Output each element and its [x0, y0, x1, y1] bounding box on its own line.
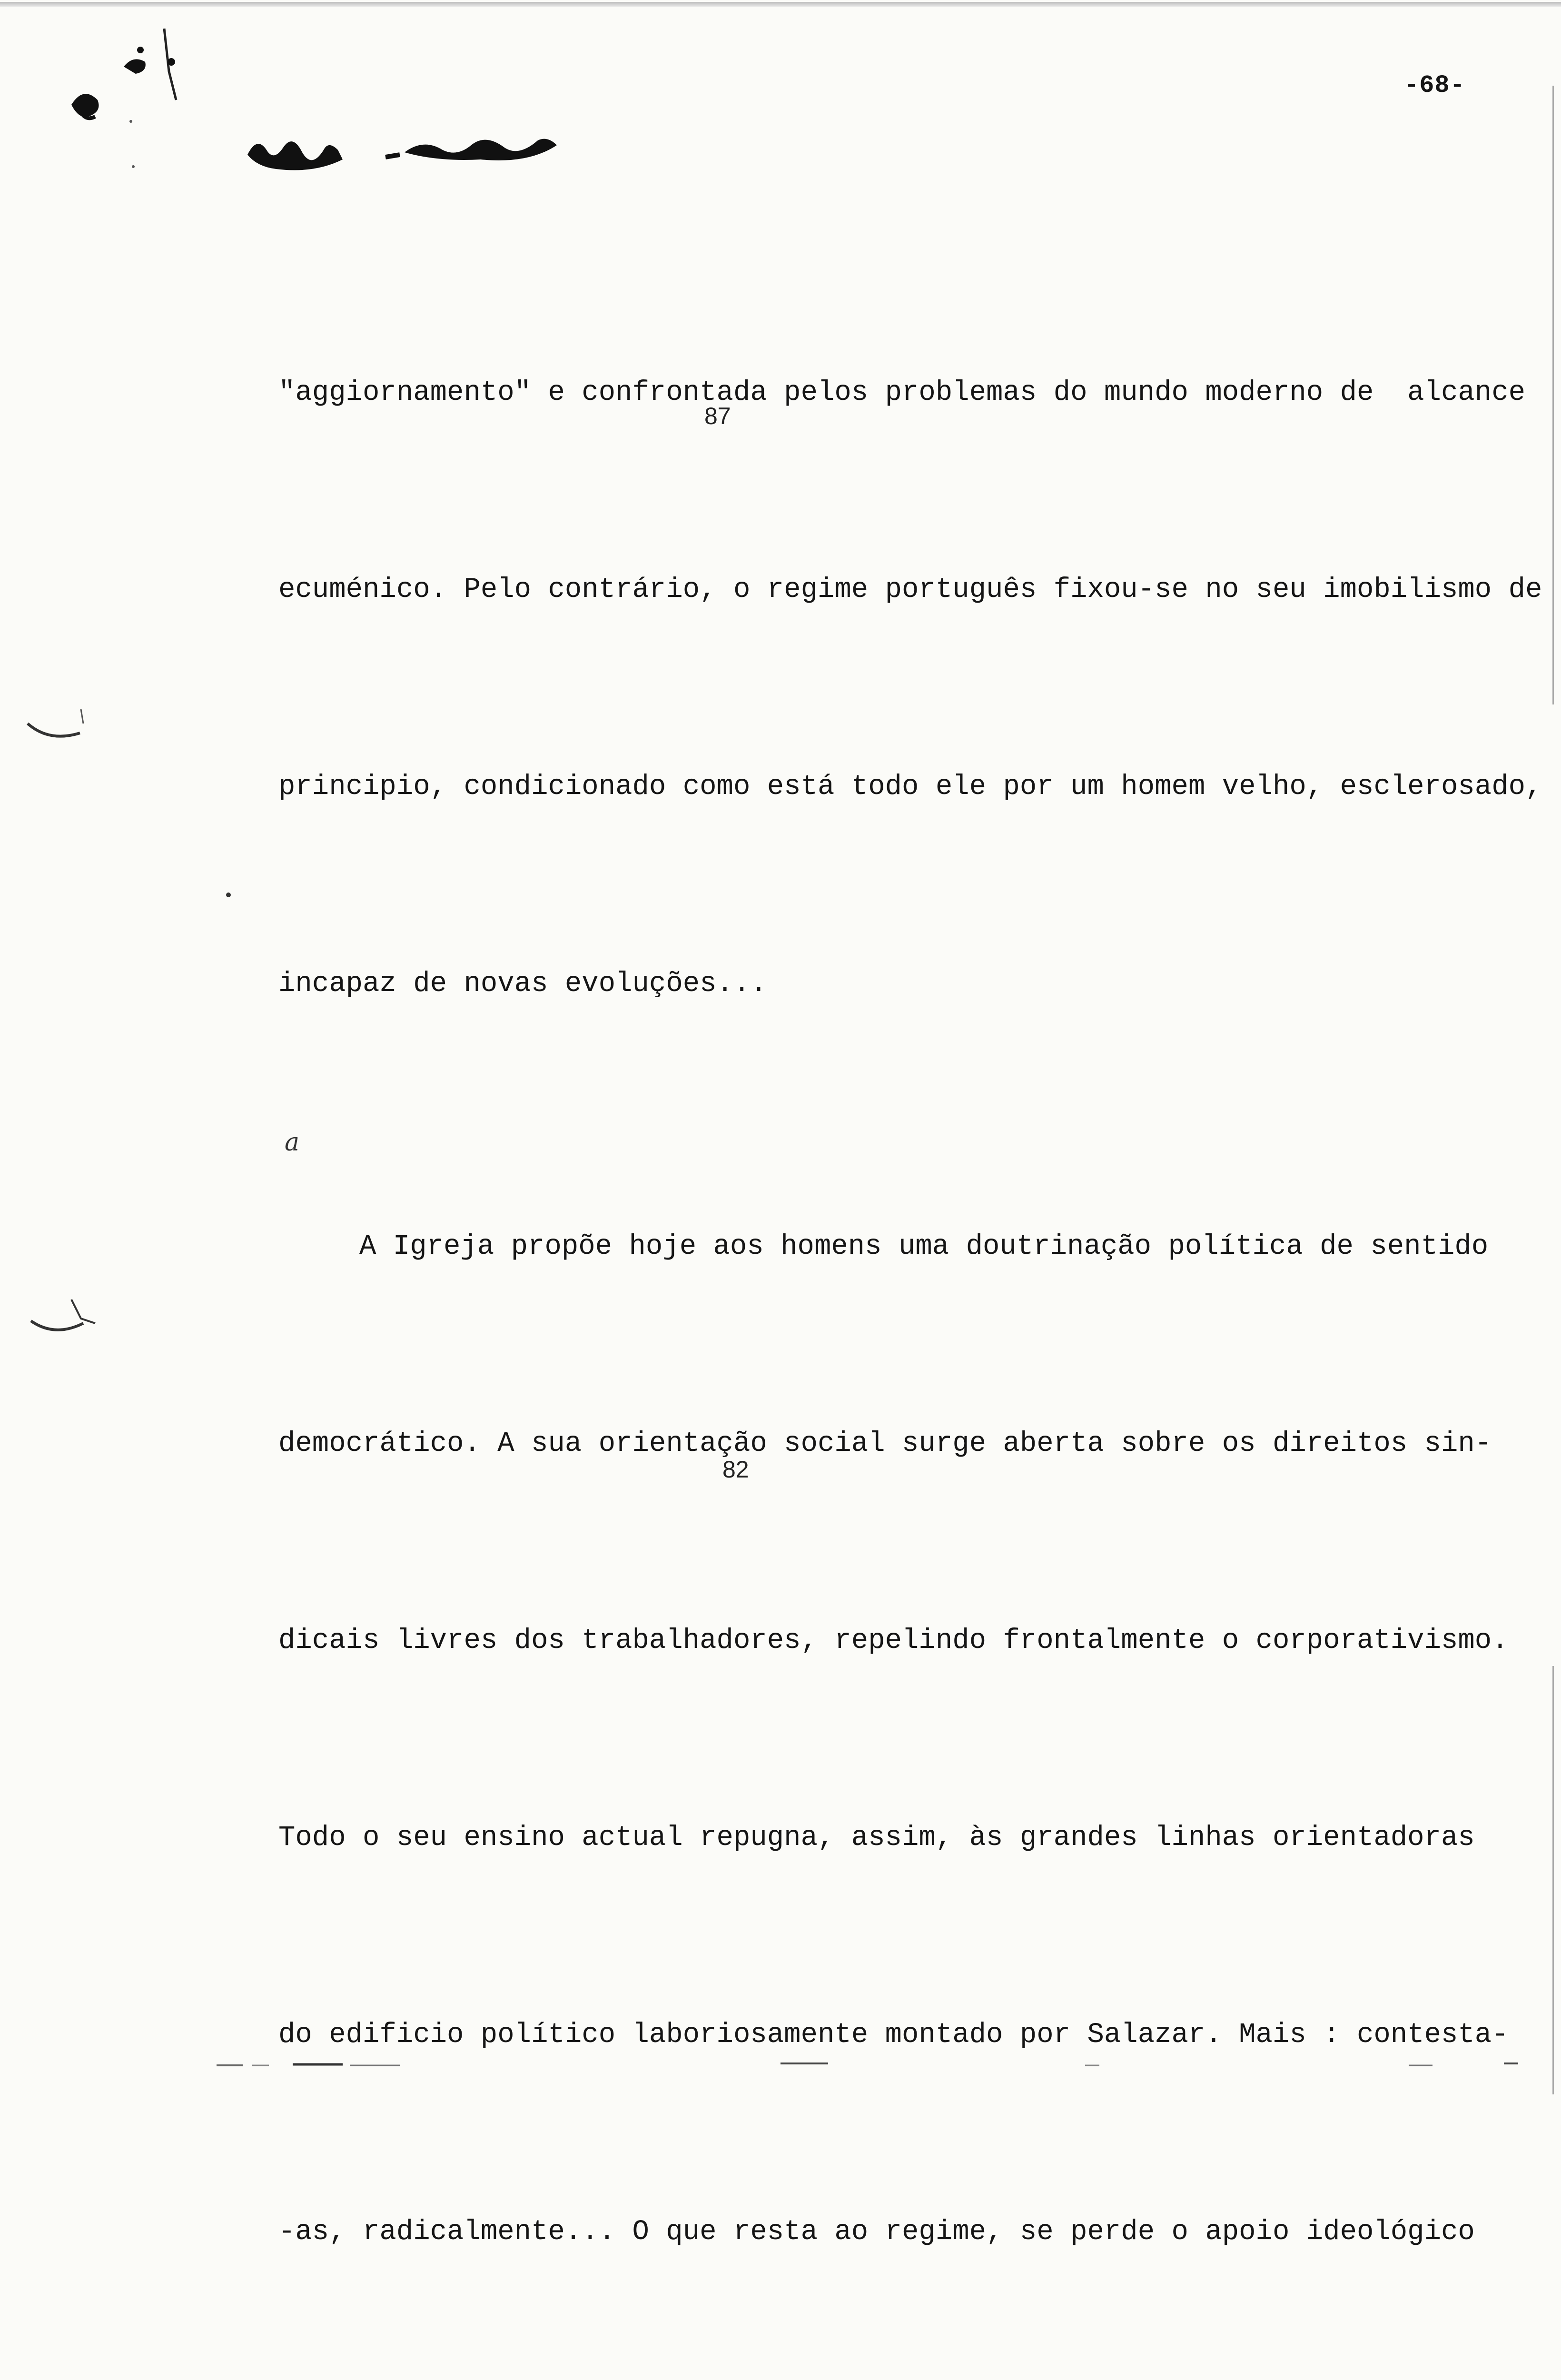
text-line: democrático. A sua orientação social surge aberta sobre os direitos sin- — [278, 1428, 1492, 1459]
margin-mark-icon — [24, 704, 90, 747]
margin-mark-icon — [26, 1295, 102, 1347]
handwritten-correction: a — [285, 1128, 300, 1157]
text-line: dicais livres dos trabalhadores, repelindo frontalmente o corporativismo. — [278, 1625, 1509, 1656]
scan-top-edge — [0, 2, 1561, 7]
text-line: Todo o seu ensino actual repugna, assim, às grandes linhas orientadoras — [278, 1822, 1475, 1854]
stray-dot — [224, 890, 233, 900]
ink-blot-mark — [62, 10, 214, 181]
scan-bottom-marks — [0, 2054, 1561, 2073]
text-line: ecuménico. Pelo contrário, o regime português fixou-se no seu imobilismo de — [278, 574, 1542, 605]
text-line: do edificio político laboriosamente montado por Salazar. Mais : contesta- — [278, 2019, 1509, 2051]
scan-right-edge — [1552, 86, 1554, 704]
page-number: -68- — [1404, 71, 1465, 99]
scan-right-edge — [1552, 1666, 1554, 2094]
footnote-reference: 82 — [722, 1456, 749, 1483]
footnote-reference: 87 — [704, 403, 731, 429]
text-line: -as, radicalmente... O que resta ao regime, se perde o apoio ideológico — [278, 2216, 1475, 2248]
redacted-handwriting — [243, 126, 576, 178]
text-line: "aggiornamento" e confrontada pelos problemas do mundo moderno de alcance — [278, 377, 1526, 408]
text-line: incapaz de novas evoluções... — [278, 968, 767, 1000]
text-line: principio, condicionado como está todo ele por um homem velho, esclerosado, — [278, 771, 1542, 803]
text-line: A Igreja propõe hoje aos homens uma doutrinação política de sentido — [359, 1230, 1489, 1262]
